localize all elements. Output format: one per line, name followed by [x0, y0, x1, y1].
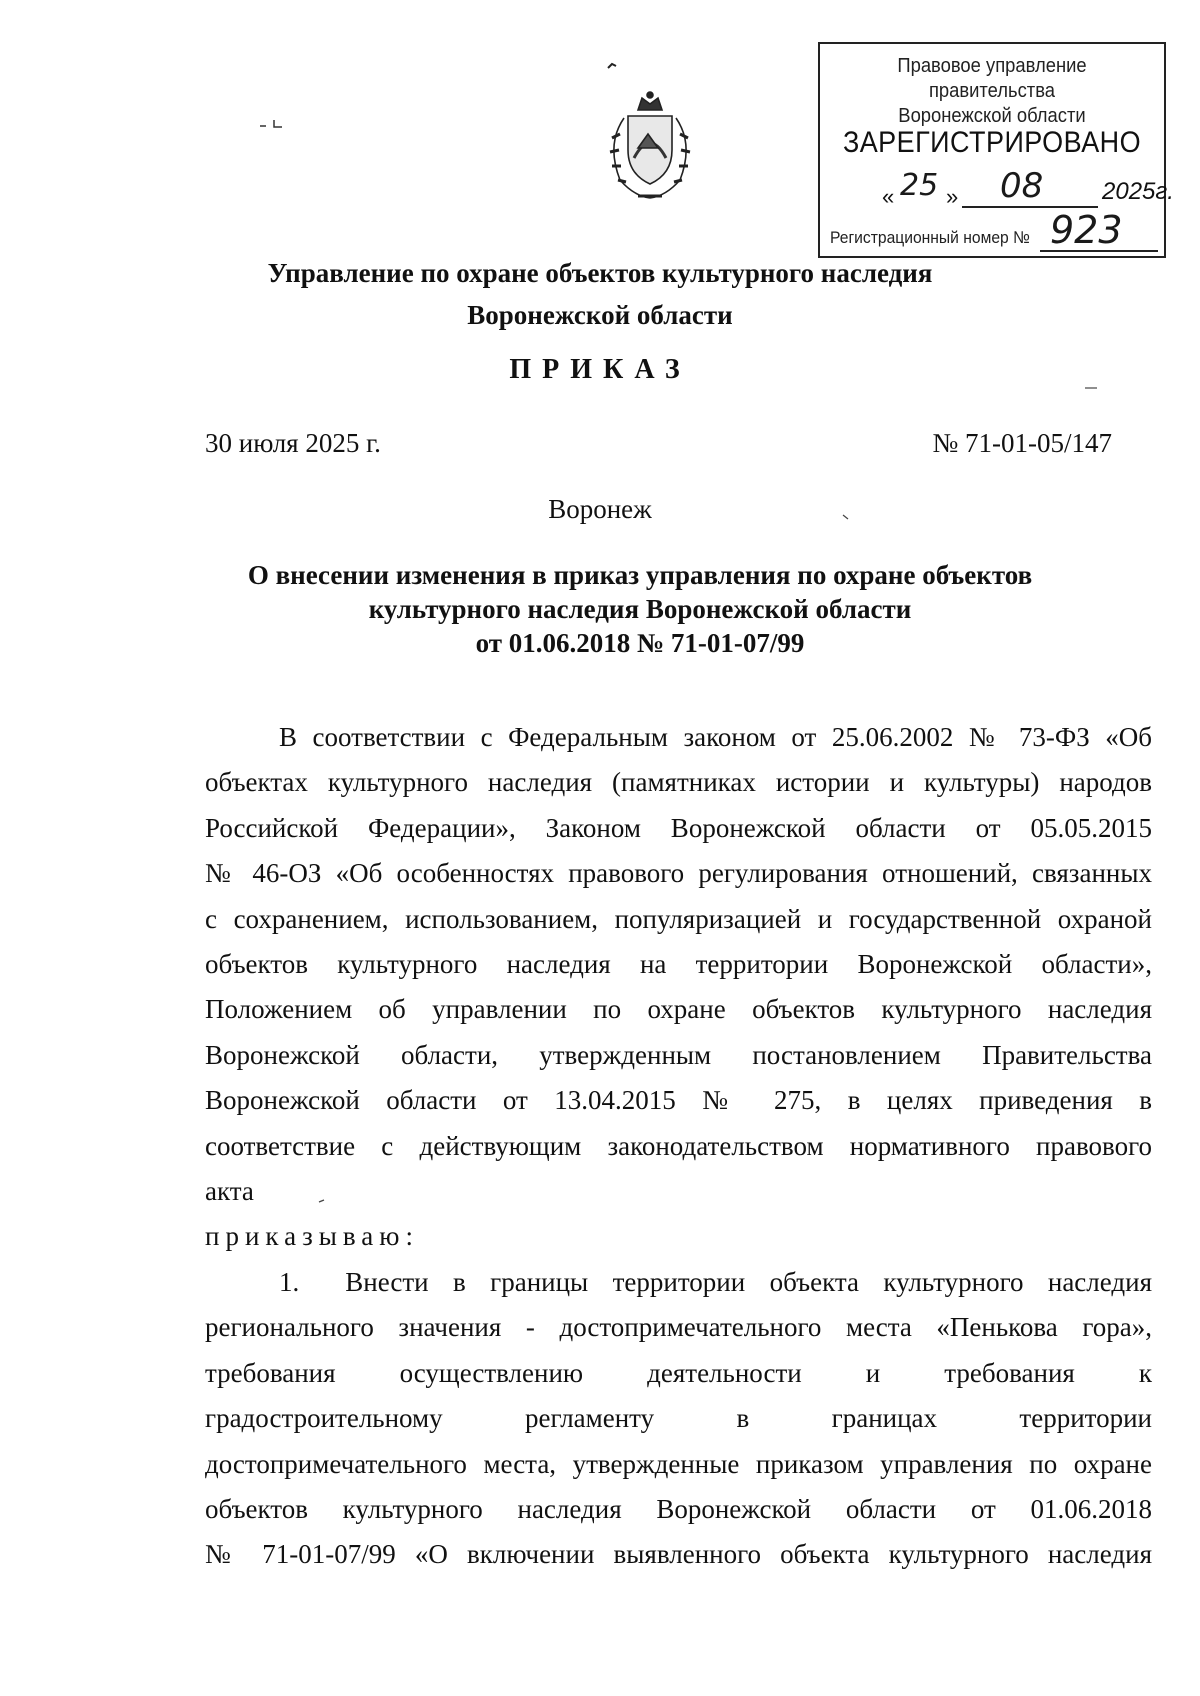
item-1-line: объектов культурного наследия Воронежской области от 01.06.2018 — [205, 1493, 1152, 1524]
body-line: № 46-ОЗ «Об особенностях правового регулирования отношений, связанных — [205, 858, 1152, 889]
stamp-year: 2025г. — [1102, 178, 1174, 205]
body-line: акта — [205, 1176, 254, 1207]
document-type: ПРИКАЗ — [509, 354, 691, 385]
item-1-line: градостроительному регламенту в границах территории — [205, 1403, 1152, 1434]
document-city: Воронеж — [548, 494, 652, 524]
item-1-line: 1. Внести в границы территории объекта культурного наследия — [279, 1266, 1152, 1297]
document-subject: О внесении изменения в приказ управления по охране объектов культурного наследия Воронежской области от 01.06.2018 № 71-01-07/99 — [247, 560, 1033, 658]
item-1-line: № 71-01-07/99 «О включении выявленного объекта культурного наследия — [205, 1539, 1152, 1570]
registration-stamp — [818, 42, 1174, 258]
order-word: приказываю: — [205, 1221, 419, 1252]
stamp-day: 25 — [900, 168, 939, 203]
body-line: Воронежской области от 13.04.2015 № 275, в целях приведения в — [205, 1085, 1152, 1116]
scan-mark — [1084, 386, 1098, 390]
item-1-line: достопримечательного места, утвержденные приказом управления по охране — [205, 1448, 1152, 1479]
stamp-registration-number: Регистрационный номер № 923 — [830, 214, 1154, 254]
document-date: 30 июля 2025 г. — [205, 428, 381, 458]
body-line: соответствие с действующим законодательством нормативного правового — [205, 1130, 1152, 1161]
scan-mark — [606, 60, 620, 72]
stamp-status: ЗАРЕГИСТРИРОВАНО — [842, 126, 1142, 159]
scan-mark — [258, 118, 288, 130]
body-line: Положением об управлении по охране объектов культурного наследия — [205, 994, 1152, 1025]
document-number: № 71-01-05/147 — [932, 428, 1112, 458]
document-body — [205, 715, 1152, 1578]
scan-mark — [842, 514, 850, 520]
body-line: объектах культурного наследия (памятниках истории и культуры) народов — [205, 767, 1152, 798]
stamp-month: 08 — [1000, 166, 1044, 206]
item-1-line: регионального значения - достопримечательного места «Пенькова гора», — [205, 1312, 1152, 1343]
item-1-number: 1. — [279, 1266, 300, 1297]
scan-mark — [318, 1198, 326, 1204]
body-line: Российской Федерации», Законом Воронежской области от 05.05.2015 — [205, 812, 1152, 843]
stamp-organization: Правовое управление правительства Воронежской области — [897, 55, 1087, 127]
item-1-line: требования осуществлению деятельности и требования к — [205, 1357, 1152, 1388]
body-line: с сохранением, использованием, популяризацией и государственной охраной — [205, 903, 1152, 934]
body-line: В соответствии с Федеральным законом от 25.06.2002 № 73-ФЗ «Об — [279, 722, 1152, 752]
organization-name: Управление по охране объектов культурного наследия Воронежской области — [267, 258, 933, 330]
body-line: Воронежской области, утвержденным постановлением Правительства — [205, 1039, 1152, 1070]
stamp-date: « 25 » 08 2025г. — [882, 166, 1174, 209]
coat-of-arms-icon — [598, 88, 702, 206]
body-line: объектов культурного наследия на территории Воронежской области», — [205, 949, 1152, 980]
